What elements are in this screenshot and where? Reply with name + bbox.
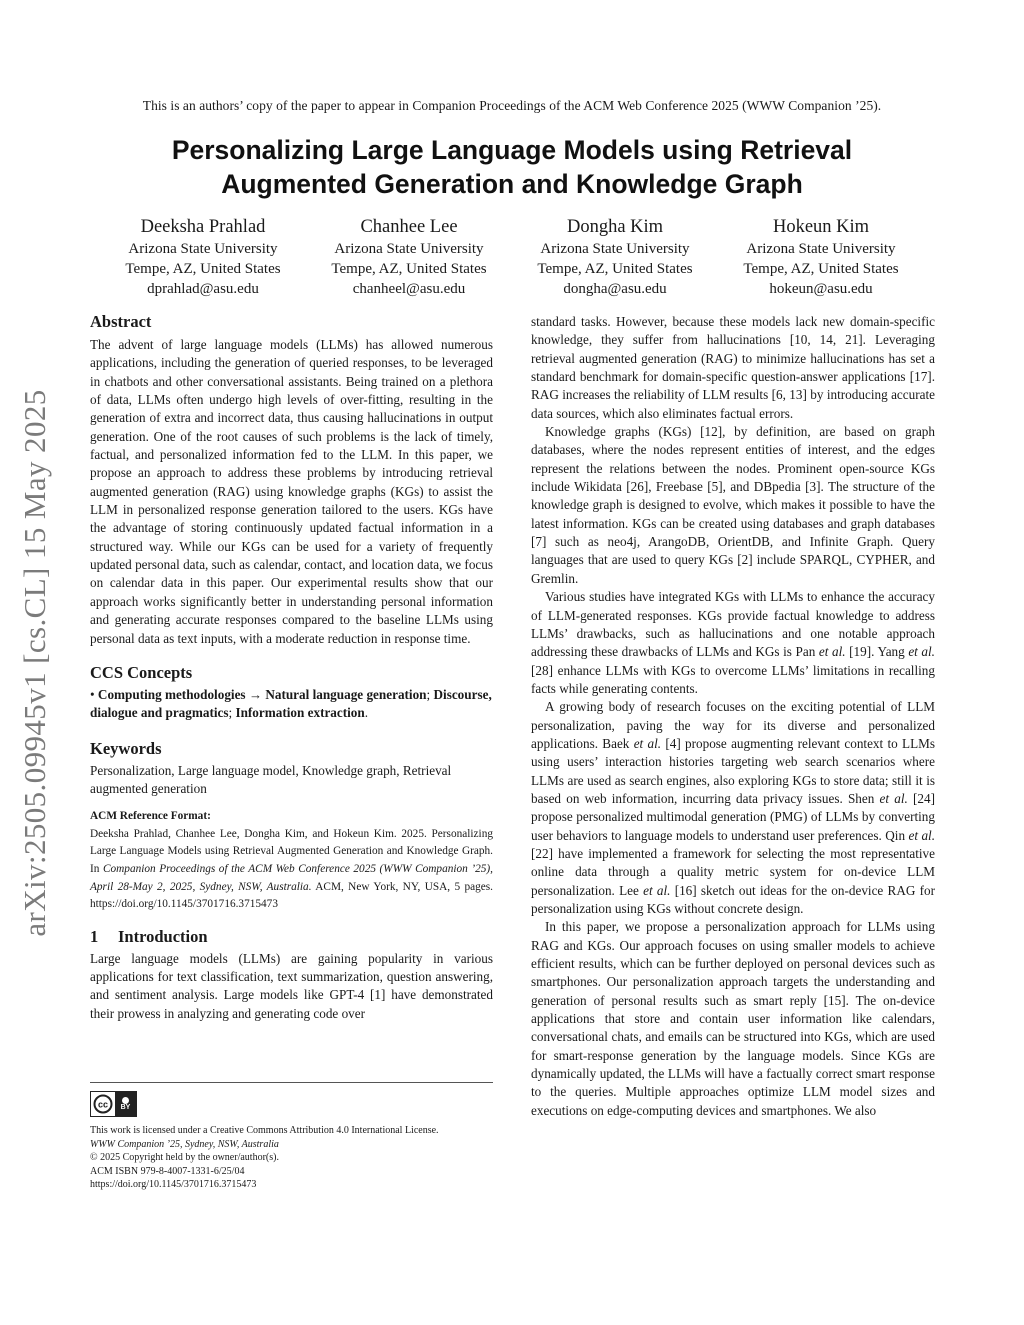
paragraph-kg-llm-studies [531, 588, 935, 698]
ccs-arrow: → [248, 686, 263, 702]
et-al: et al. [908, 827, 935, 843]
ccs-end: . [364, 705, 369, 721]
introduction-text: Large language models (LLMs) are gaining popularity in various applications for text classification, text summarization, question answering, and sentiment analysis. Large models like GPT-4 [1] have demonstrated their prowess in analyzing and generating code over [90, 950, 493, 1021]
person-icon [122, 1097, 129, 1104]
author-location: Tempe, AZ, United States [125, 261, 281, 277]
author-affiliation: Arizona State University [540, 241, 690, 257]
text-run: [22] have implemented a framework for selecting the most representative online data through a quality metric system for on-device LLM personalization. Lee [531, 845, 935, 898]
by-label: BY [120, 1103, 131, 1111]
author-3 [512, 215, 718, 299]
acm-reference-label: ACM Reference Format: [90, 810, 211, 823]
acm-reference-publisher: ACM, New York, NY, USA, 5 pages. https://doi.org/10.1145/3701716.3715473 [90, 880, 493, 911]
author-2 [306, 215, 512, 299]
abstract-text: The advent of large language models (LLMs) has allowed numerous applications, including the generation of queried responses, to be leveraged in chatbots and other conversational assistants. Being trained on a plethora of data, LLMs often undergo high levels of over-fitting, resulting in the generation of extra and incorrect data, thus causing hallucinations in output generation. One of the root causes of such problems is the lack of timely, factual, and personalized information fed to the LLM. In this paper, we propose an approach to address these problems by introducing retrieval augmented generation (RAG) using knowledge graphs (KGs) to assist the LLM in personalized response generation tailored to the users. KGs have the advantage of storing continuously updated factual information in a structured way. While our KGs can be used for a variety of frequently updated personal data, such as calendar, contact, and location data, we focus on calendar data in this paper. Our experimental results show that our approach works significantly better in understanding personal information and generating accurate responses compared to the baseline LLMs using personal data as text inputs, with a moderate reduction in response time. [90, 337, 493, 646]
text-run: [4] propose augmenting relevant context to LLMs using users’ interaction histories targeting web search scenarios where LLMs are used as search engines, also exploring KGs to store data; still it is based on web information, incurring data privacy issues. Shen [531, 735, 935, 806]
ccs-information-extraction: Information extraction [235, 705, 365, 721]
et-al: et al. [818, 644, 846, 660]
acm-reference [90, 808, 493, 914]
text-run: [19]. Yang [845, 644, 909, 660]
ccs-heading: CCS Concepts [90, 662, 193, 682]
et-al: et al. [643, 882, 671, 898]
keywords-text: Personalization, Large language model, Knowledge graph, Retrieval augmented generation [90, 762, 452, 796]
right-column [531, 313, 935, 1120]
license-text: This work is licensed under a Creative Commons Attribution 4.0 International License. [90, 1125, 439, 1136]
author-1 [100, 215, 306, 299]
author-name: Chanhee Lee [360, 217, 458, 237]
author-affiliation: Arizona State University [334, 241, 484, 257]
author-affiliation: Arizona State University [128, 241, 278, 257]
footer-doi[interactable]: https://doi.org/10.1145/3701716.3715473 [90, 1179, 257, 1190]
author-name: Dongha Kim [566, 217, 664, 237]
ccs-separator: ; [426, 686, 431, 702]
ccs-computing-methodologies: Computing methodologies [97, 686, 246, 702]
license-footer [90, 1082, 493, 1192]
ccs-concepts [90, 686, 493, 723]
acm-reference-authors: Deeksha Prahlad, Chanhee Lee, Dongha Kim, and Hokeun Kim. 2025. Personalizing Large Language Models using Retrieval Augmented Generation and Knowledge Graph. In [90, 827, 493, 875]
author-location: Tempe, AZ, United States [331, 261, 487, 277]
author-block [100, 215, 924, 305]
author-4 [718, 215, 924, 299]
cc-by-badge[interactable] [90, 1091, 137, 1117]
author-location: Tempe, AZ, United States [537, 261, 693, 277]
text-run: Various studies have integrated KGs with LLMs to enhance the accuracy of LLM-generated responses. KGs provide factual knowledge to address LLMs’ drawbacks, such as hallucinations and one notable approach addressing these drawbacks of LLMs and KGs is Pan [531, 589, 935, 660]
cc-icon-label: cc [97, 1099, 109, 1110]
ccs-discourse: Discourse, dialogue and pragmatics [90, 686, 492, 721]
footer-venue [90, 1138, 493, 1152]
text-run: A growing body of research focuses on the exciting potential of LLM personalization, paving the way for its diverse and personalized applications. Baek [531, 699, 935, 751]
author-email[interactable]: hokeun@asu.edu [769, 281, 873, 297]
text-run: [28] enhance LLMs with KGs to overcome LLMs’ limitations in recalling facts while generating contents. [531, 662, 935, 696]
by-icon [115, 1092, 136, 1116]
author-location: Tempe, AZ, United States [743, 261, 899, 277]
ccs-nlg: Natural language generation [265, 686, 427, 702]
author-name: Hokeun Kim [772, 217, 870, 237]
paper-title: Personalizing Large Language Models using Retrieval Augmented Generation and Knowledge Graph [171, 135, 853, 199]
arxiv-stamp [12, 368, 58, 958]
keywords-heading: Keywords [90, 738, 162, 758]
author-name: Deeksha Prahlad [140, 217, 266, 237]
paragraph-personalization [531, 698, 935, 918]
author-affiliation: Arizona State University [746, 241, 896, 257]
arxiv-stamp-text[interactable]: arXiv:2505.09945v1 [cs.CL] 15 May 2025 [17, 389, 52, 937]
abstract-heading: Abstract [90, 312, 152, 331]
footer-isbn: ACM ISBN 979-8-4007-1331-6/25/04 [90, 1165, 245, 1177]
paragraph-knowledge-graphs: Knowledge graphs (KGs) [12], by definition, are based on graph databases, where the nodes represent entities of interest, and the edges represent the relations between the nodes. Prominent open-source KGs include Wikidata [26], Freebase [5], and DBpedia [3]. The structure of the knowledge graph is designed to evolve, which makes it possible to have the latest information. KGs can be created using databases and graph databases [7] such as neo4j, ArangoDB, OrientDB, and Infinite Graph. Query languages that are used to query KGs [2] include SPARQL, CYPHER, and Gremlin. [531, 424, 935, 586]
text-run: [16] sketch out ideas for the on-device RAG for personalization using KGs without concrete design. [531, 882, 935, 916]
ccs-separator: ; [228, 705, 233, 721]
ccs-bullet: • [90, 686, 95, 702]
author-email[interactable]: chanheel@asu.edu [352, 281, 466, 297]
paragraph-approach: In this paper, we propose a personalization approach for LLMs using RAG and KGs. Our approach focuses on using smaller models to achieve efficient results, which can be further deployed on personal devices such as smartphones. Our personalization approach targets the understanding and generation of personal results such as smart reply [15]. The on-device applications that store and contain user information like calendars, conversational chats, and emails can be structured into KGs, which are used for smart-response generation by the language models. Since KGs are dynamically updated, the LLMs will have a factually correct smart response to the queries. Multiple approaches optimize LLM model sizes and executions on edge-computing devices and smartphones. We also [531, 919, 935, 1118]
author-email[interactable]: dongha@asu.edu [563, 281, 667, 297]
author-email[interactable]: dprahlad@asu.edu [147, 281, 259, 297]
text-run: [24] propose personalized multimodal generation (PMG) of LLMs by converting user behaviors to language models to understand user preferences. Qin [531, 790, 935, 843]
footer-copyright: © 2025 Copyright held by the owner/author(s). [90, 1152, 279, 1163]
introduction-heading [90, 927, 493, 947]
section-title: Introduction [118, 926, 208, 946]
et-al: et al. [633, 735, 662, 751]
footer-venue-text: WWW Companion ’25, Sydney, NSW, Australia [90, 1138, 279, 1150]
cc-icon [91, 1092, 115, 1116]
header-note: This is an authors’ copy of the paper to appear in Companion Proceedings of the ACM Web Conference 2025 (WWW Companion ’25). [142, 98, 882, 113]
section-number: 1 [90, 926, 99, 946]
et-al: et al. [908, 644, 935, 660]
acm-reference-venue: Companion Proceedings of the ACM Web Conference 2025 (WWW Companion ’25), April 28-May 2, 2025, Sydney, NSW, Australia. [90, 863, 493, 893]
paragraph-rag: standard tasks. However, because these models lack new domain-specific knowledge, they suffer from hallucinations [10, 14, 21]. Leveraging retrieval augmented generation (RAG) to minimize hallucinations has set a standard benchmark for domain-specific question-answer applications [17]. RAG increases the reliability of LLM results [6, 13] by introducing accurate data sources, which also eliminates factual errors. [531, 314, 935, 421]
left-column [90, 312, 493, 1023]
et-al: et al. [879, 790, 908, 806]
